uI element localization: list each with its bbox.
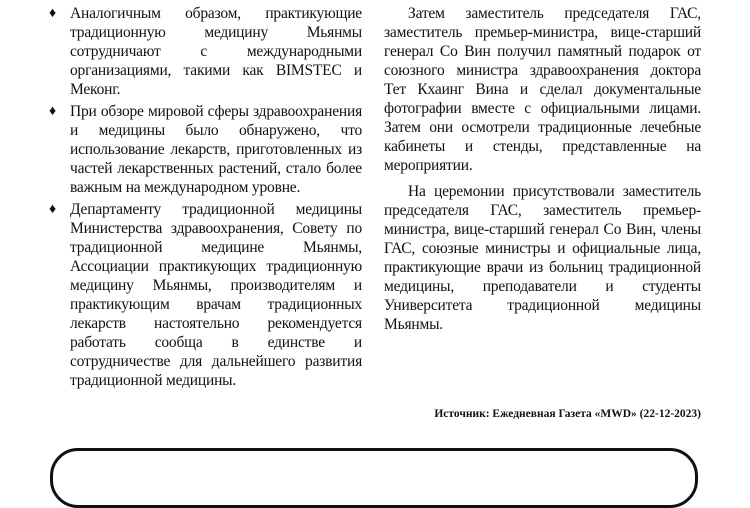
right-column xyxy=(384,4,701,341)
rounded-box-frame xyxy=(50,448,698,508)
diamond-bullet-icon: ♦ xyxy=(49,202,56,217)
source-credit: Источник: Ежедневная Газета «MWD» (22-12-2023) xyxy=(434,408,701,420)
body-paragraph: На церемонии присутствовали заместитель председателя ГАС, заместитель премьер-министра, вице-старший генерал Со Вин, члены ГАС, союзные министры и официальные лица, практикующие врачи из больниц традиционной медицины, преподаватели и студенты Университета традиционной медицины Мьянмы. xyxy=(384,183,701,333)
bullet-list xyxy=(48,4,362,390)
list-item-text: При обзоре мировой сферы здравоохранения и медицины было обнаружено, что использование лекарств, приготовленных из частей лекарственных растений, стало более важным на международном уровне. xyxy=(70,103,362,196)
list-item xyxy=(48,4,362,99)
diamond-bullet-icon: ♦ xyxy=(49,104,56,119)
list-item xyxy=(48,200,362,390)
diamond-bullet-icon: ♦ xyxy=(49,6,56,21)
left-column xyxy=(48,4,362,393)
list-item-text: Департаменту традиционной медицины Министерства здравоохранения, Совету по традиционной медицине Мьянмы, Ассоциации практикующих традиционную медицину Мьянмы, производителям и практикующим врачам традиционных лекарств настоятельно рекомендуется работать сообща в единстве и сотрудничестве для дальнейшего развития традиционной медицины. xyxy=(70,201,362,389)
list-item xyxy=(48,102,362,197)
list-item-text: Аналогичным образом, практикующие традиционную медицину Мьянмы сотрудничают с международными организациями, такими как BIMSTEC и Меконг. xyxy=(70,5,362,98)
body-paragraph: Затем заместитель председателя ГАС, заместитель премьер-министра, вице-старший генерал Со Вин получил памятный подарок от союзного министра здравоохранения доктора Тет Кхаинг Вина и сделал документальные фотографии вместе с официальными лицами. Затем они осмотрели традиционные лечебные кабинеты и стенды, представленные на мероприятии. xyxy=(384,5,701,174)
